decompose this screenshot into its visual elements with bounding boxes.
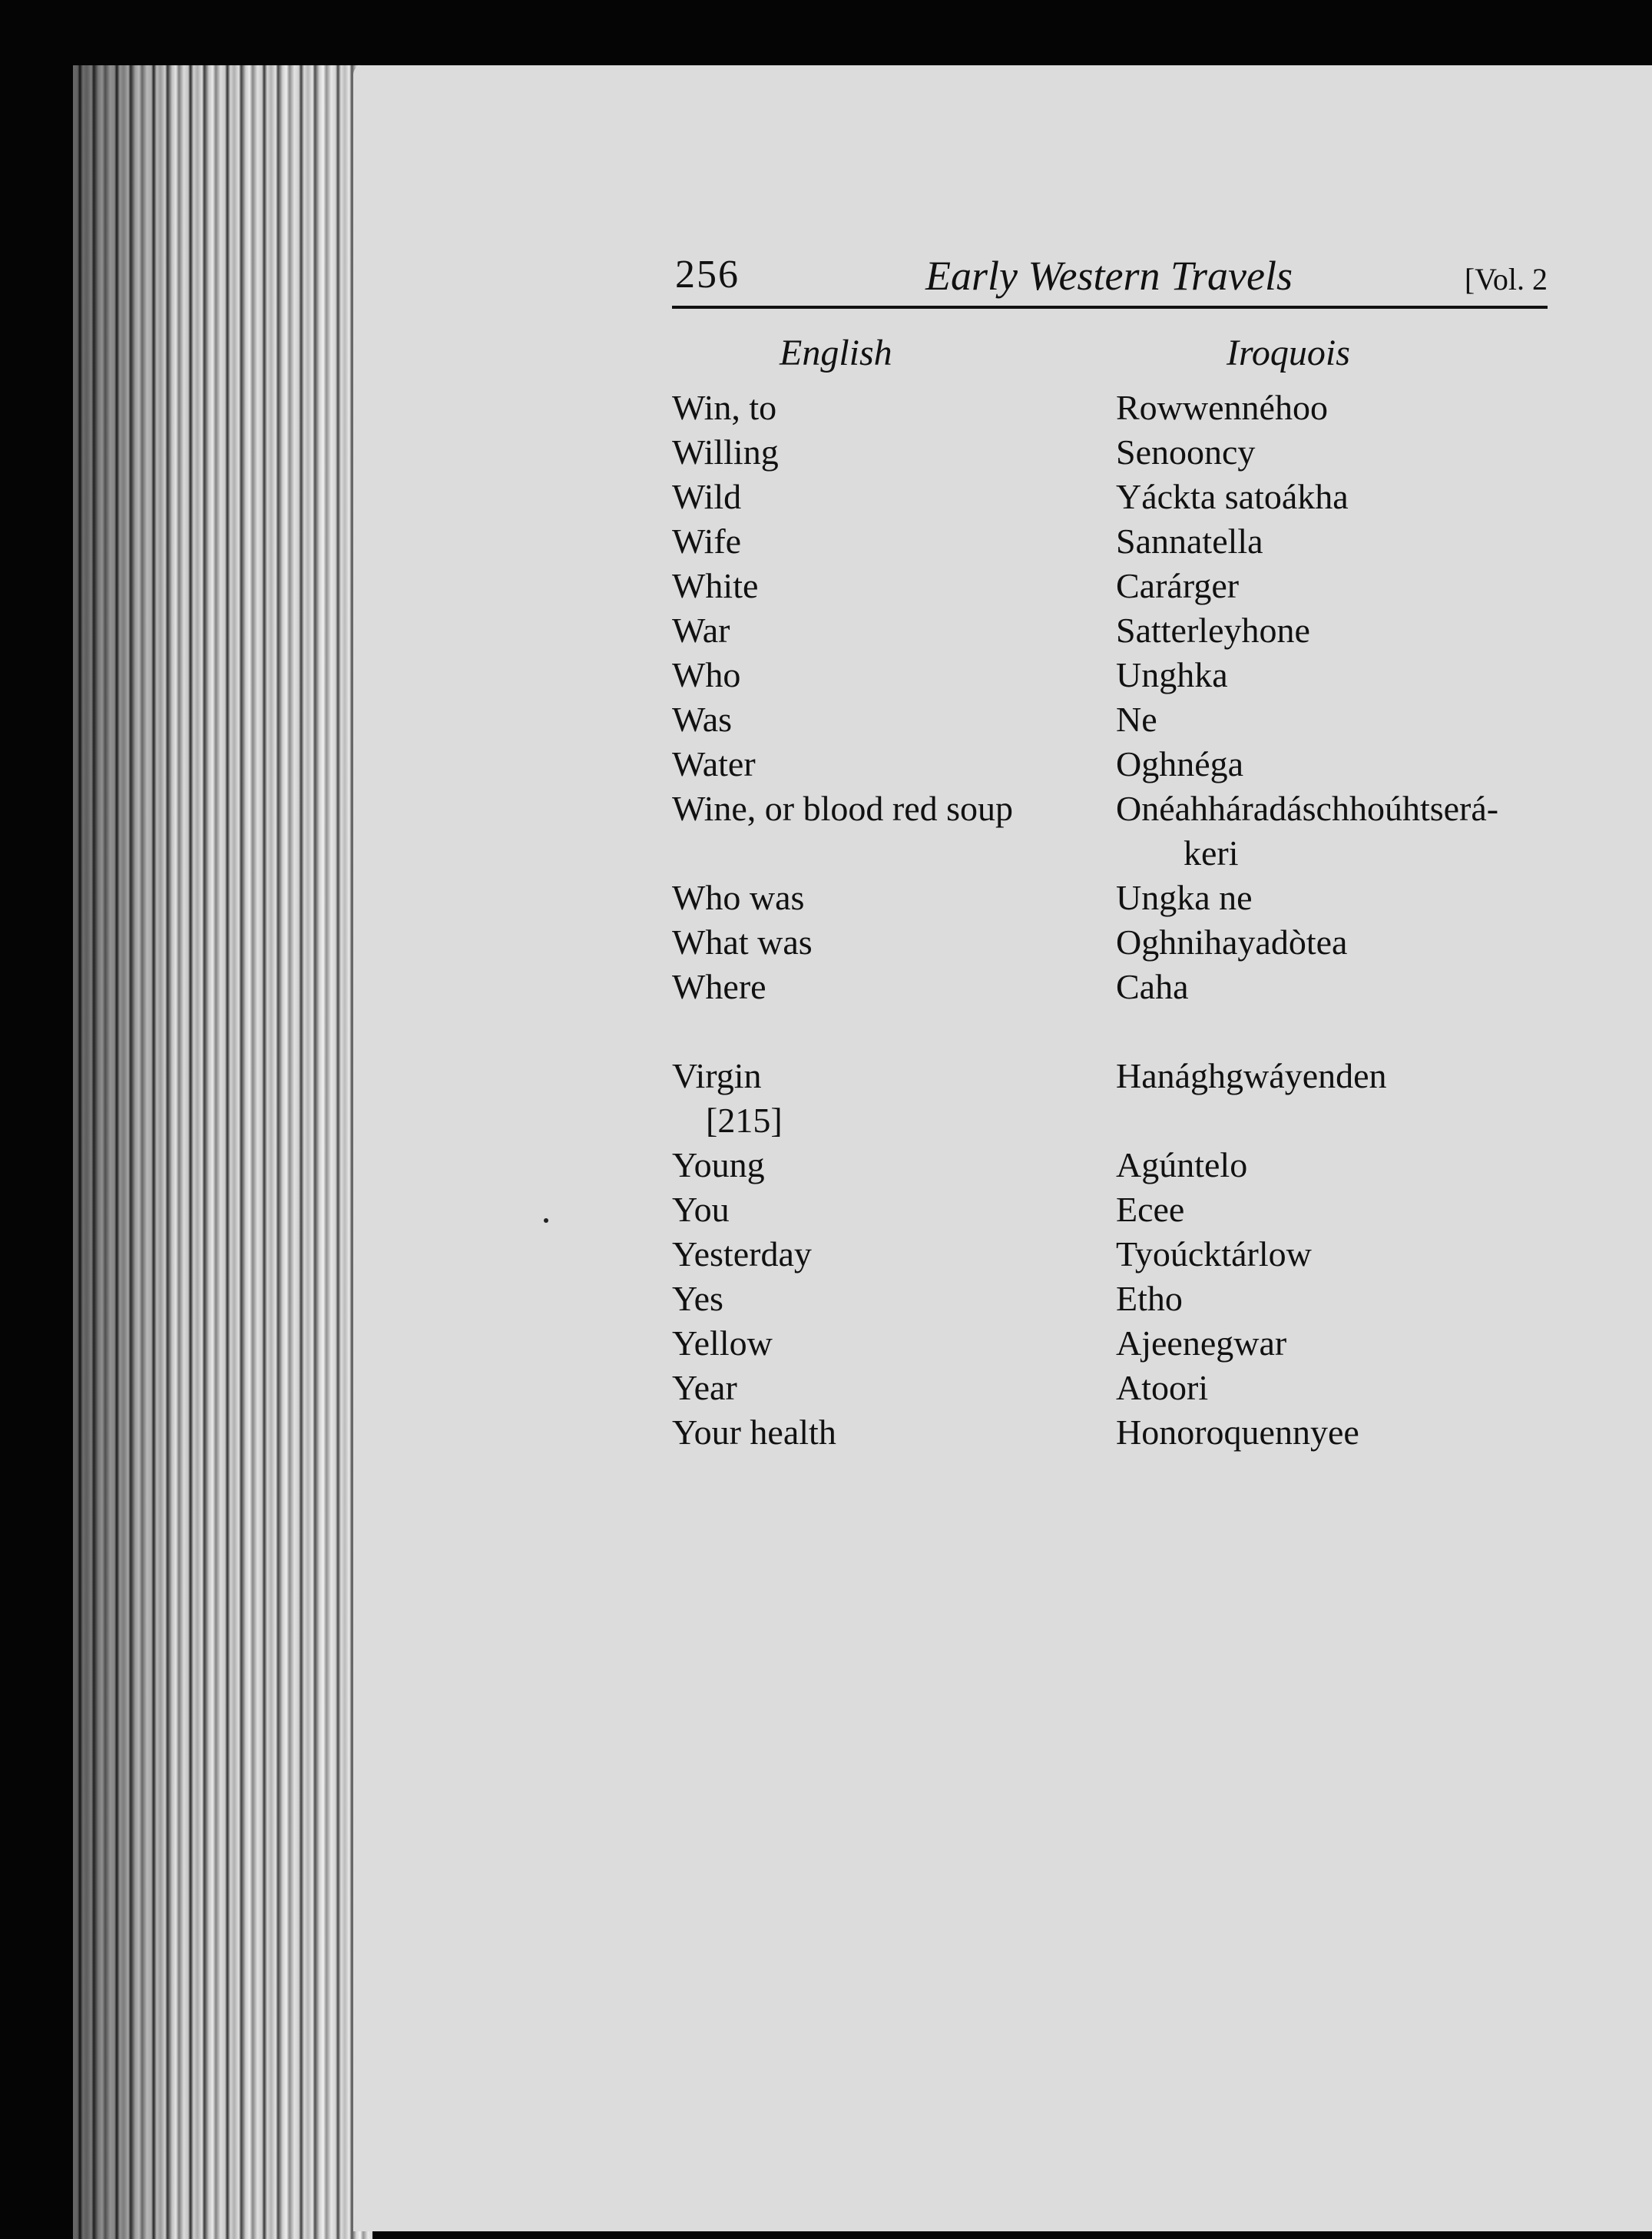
- vocab-row: [672, 920, 1555, 965]
- vocab-row: [672, 1321, 1555, 1366]
- vocab-row: [672, 1366, 1555, 1410]
- page-number: 256: [675, 253, 740, 296]
- iroquois-word: Etho: [1116, 1279, 1183, 1318]
- vocab-row: [672, 1232, 1555, 1277]
- iroquois-word: Honoroquennyee: [1116, 1413, 1359, 1452]
- iroquois-word: Atoori: [1116, 1368, 1209, 1407]
- page-marker-text: [215]: [706, 1101, 783, 1140]
- iroquois-word: Senooncy: [1116, 432, 1256, 472]
- iroquois-word: [1116, 787, 1546, 876]
- vocab-row: [672, 1054, 1555, 1098]
- english-word: Win, to: [672, 388, 777, 427]
- vocab-row: [672, 1277, 1555, 1321]
- english-word: Water: [672, 744, 756, 783]
- iroquois-word-part: Onéahháradáschhoúhtserá-: [1116, 789, 1499, 828]
- english-word: Who: [672, 655, 741, 694]
- iroquois-word: Tyoúcktárlow: [1116, 1234, 1312, 1274]
- english-word: Was: [672, 700, 733, 739]
- english-word: Yellow: [672, 1323, 773, 1363]
- column-heading-english: English: [780, 333, 892, 373]
- vocab-row: [672, 697, 1555, 742]
- english-word: You: [672, 1190, 730, 1229]
- english-word: Yes: [672, 1279, 723, 1318]
- iroquois-word: Oghnéga: [1116, 744, 1244, 783]
- english-word: Your health: [672, 1413, 836, 1452]
- english-word: What was: [672, 922, 813, 962]
- ink-speck: [544, 1218, 548, 1223]
- page-header: [672, 244, 1548, 309]
- vocab-row: [672, 519, 1555, 564]
- iroquois-word: Rowwennéhoo: [1116, 388, 1328, 427]
- vocab-row: [672, 608, 1555, 653]
- english-word: War: [672, 611, 730, 650]
- iroquois-word-continuation: keri: [1184, 833, 1239, 873]
- vocab-row: [672, 430, 1555, 475]
- iroquois-word: Hanághgwáyenden: [1116, 1056, 1387, 1095]
- iroquois-word: Oghnihayadòtea: [1116, 922, 1348, 962]
- iroquois-word: Ecee: [1116, 1190, 1185, 1229]
- english-word: White: [672, 566, 759, 605]
- iroquois-word: Ne: [1116, 700, 1157, 739]
- english-word: Willing: [672, 432, 779, 472]
- iroquois-word: Agúntelo: [1116, 1145, 1248, 1184]
- iroquois-word: Unghka: [1116, 655, 1228, 694]
- vocab-row: [672, 787, 1555, 876]
- vocab-row: [672, 742, 1555, 787]
- iroquois-word: Sannatella: [1116, 522, 1263, 561]
- iroquois-word: Caha: [1116, 967, 1189, 1006]
- iroquois-word: Carárger: [1116, 566, 1240, 605]
- vocab-row: [672, 653, 1555, 697]
- iroquois-word: Ungka ne: [1116, 878, 1253, 917]
- english-word: Year: [672, 1368, 737, 1407]
- english-word: Young: [672, 1145, 765, 1184]
- vocab-row: [672, 564, 1555, 608]
- english-word: Wine, or blood red soup: [672, 789, 1014, 828]
- column-heading-iroquois: Iroquois: [1227, 333, 1350, 373]
- vocab-row: [672, 386, 1555, 430]
- vocab-row: [672, 965, 1555, 1009]
- volume-label: [Vol. 2: [1464, 262, 1548, 296]
- vocab-row: [672, 1410, 1555, 1455]
- vocab-row: [672, 1187, 1555, 1232]
- english-word: Yesterday: [672, 1234, 812, 1274]
- iroquois-word: Yáckta satoákha: [1116, 477, 1349, 516]
- iroquois-word: Ajeenegwar: [1116, 1323, 1287, 1363]
- english-word: Who was: [672, 878, 805, 917]
- vocab-row: [672, 1143, 1555, 1187]
- english-word: Wife: [672, 522, 742, 561]
- original-page-marker: [672, 1098, 1555, 1143]
- iroquois-word: Satterleyhone: [1116, 611, 1310, 650]
- english-word: Wild: [672, 477, 742, 516]
- vocab-row: [672, 876, 1555, 920]
- vocabulary-list: [672, 386, 1555, 1455]
- english-word: Virgin: [672, 1056, 762, 1095]
- vocab-row: [672, 475, 1555, 519]
- page-edge-shadow: [73, 65, 372, 2239]
- running-title: Early Western Travels: [925, 253, 1293, 299]
- english-word: Where: [672, 967, 766, 1006]
